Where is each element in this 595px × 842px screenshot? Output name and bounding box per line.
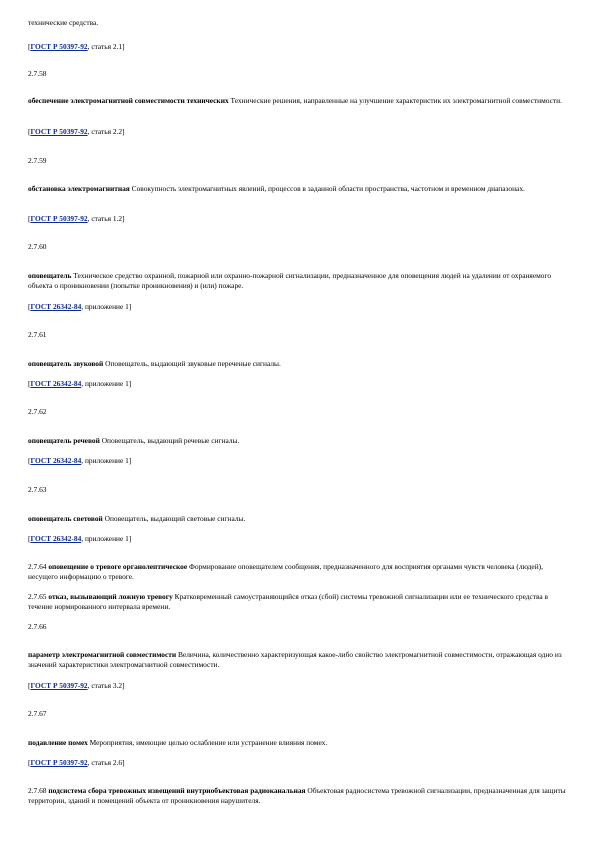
- entry-number: 2.7.61: [28, 330, 47, 339]
- term-definition: обстановка электромагнитная Совокупность электромагнитных явлений, процессов в заданной области пространства, частотном и временном диапазонах.: [28, 184, 525, 193]
- term-definition: 2.7.68 подсистема сбора тревожных извещений внутриобъектовая радиоканальная Объектовая радиосистема тревожной сигнализации, предназначенная для защиты территории, зданий и помещений объекта от проникновения нарушителя.: [28, 786, 566, 805]
- reference-line: [ГОСТ Р 50397-92, статья 1.2]: [28, 214, 125, 223]
- term: обстановка электромагнитная: [28, 184, 130, 193]
- term: подсистема сбора тревожных извещений внутриобъектовая радиоканальная: [48, 786, 306, 795]
- reference-line: [ГОСТ Р 50397-92, статья 2.2]: [28, 127, 125, 136]
- gost-link[interactable]: ГОСТ Р 50397-92: [30, 42, 88, 51]
- term-definition: подавление помех Мероприятия, имеющие целью ослабление или устранение влияния помех.: [28, 738, 328, 747]
- term: обеспечение электромагнитной совместимости технических: [28, 96, 229, 105]
- term: оповещатель световой: [28, 514, 103, 523]
- term: параметр электромагнитной совместимости: [28, 650, 177, 659]
- term-definition: оповещатель звуковой Оповещатель, выдающий звуковые переченые сигналы.: [28, 359, 281, 368]
- entry-number: 2.7.66: [28, 622, 47, 631]
- gost-link[interactable]: ГОСТ Р 50397-92: [30, 758, 88, 767]
- gost-link[interactable]: ГОСТ Р 50397-92: [30, 681, 88, 690]
- term: оповещатель речевой: [28, 436, 100, 445]
- entry-number: 2.7.63: [28, 485, 47, 494]
- term: оповещатель: [28, 271, 72, 280]
- term-definition: обеспечение электромагнитной совместимости технических Технические решения, направленные на улучшение характеристик их электромагнитной совместимости.: [28, 96, 562, 105]
- entry-number: 2.7.68: [28, 786, 47, 795]
- gost-link[interactable]: ГОСТ 26342-84: [30, 534, 82, 543]
- gost-link[interactable]: ГОСТ 26342-84: [30, 302, 82, 311]
- entry-number: 2.7.60: [28, 242, 47, 251]
- entry-number: 2.7.62: [28, 407, 47, 416]
- term: подавление помех: [28, 738, 88, 747]
- entry-number: 2.7.67: [28, 709, 47, 718]
- gost-link[interactable]: ГОСТ Р 50397-92: [30, 127, 88, 136]
- reference-line: [ГОСТ Р 50397-92, статья 2.6]: [28, 758, 125, 767]
- paragraph-text: технические средства.: [28, 18, 99, 27]
- reference-line: [ГОСТ Р 50397-92, статья 2.1]: [28, 42, 125, 51]
- reference-line: [ГОСТ 26342-84, приложение 1]: [28, 534, 132, 543]
- entry-number: 2.7.65: [28, 592, 47, 601]
- gost-link[interactable]: ГОСТ 26342-84: [30, 456, 82, 465]
- gost-link[interactable]: ГОСТ Р 50397-92: [30, 214, 88, 223]
- reference-line: [ГОСТ 26342-84, приложение 1]: [28, 379, 132, 388]
- term-definition: оповещатель речевой Оповещатель, выдающий речевые сигналы.: [28, 436, 240, 445]
- term-definition: 2.7.65 отказ, вызывающий ложную тревогу Кратковременный самоустраняющийся отказ (сбой) системы тревожной сигнализации или ее технического средства в течение нормированного интервала времени.: [28, 592, 549, 611]
- reference-line: [ГОСТ 26342-84, приложение 1]: [28, 302, 132, 311]
- term-definition: 2.7.64 оповещение о тревоге органолептическое Формирование оповещателем сообщения, предназначенного для восприятия органами чувств человека (людей), несущего информацию о тревоге.: [28, 562, 543, 581]
- entry-number: 2.7.58: [28, 69, 47, 78]
- gost-link[interactable]: ГОСТ 26342-84: [30, 379, 82, 388]
- term-definition: оповещатель световой Оповещатель, выдающий световые сигналы.: [28, 514, 246, 523]
- term-definition: параметр электромагнитной совместимости Величина, количественно характеризующая какое-либо свойство электромагнитной совместимости, отражающая одно из значений характеристики электромагнитной совместимости.: [28, 650, 562, 669]
- reference-line: [ГОСТ Р 50397-92, статья 3.2]: [28, 681, 125, 690]
- term: отказ, вызывающий ложную тревогу: [48, 592, 173, 601]
- term: оповещатель звуковой: [28, 359, 104, 368]
- entry-number: 2.7.64: [28, 562, 47, 571]
- entry-number: 2.7.59: [28, 156, 47, 165]
- term-definition: оповещатель Техническое средство охранной, пожарной или охранно-пожарной сигнализации, предназначенное для оповещения людей на удалении от охраняемого объекта о проникновении (попытке проникновения) и (или) пожаре.: [28, 271, 552, 290]
- term: оповещение о тревоге органолептическое: [48, 562, 188, 571]
- reference-line: [ГОСТ 26342-84, приложение 1]: [28, 456, 132, 465]
